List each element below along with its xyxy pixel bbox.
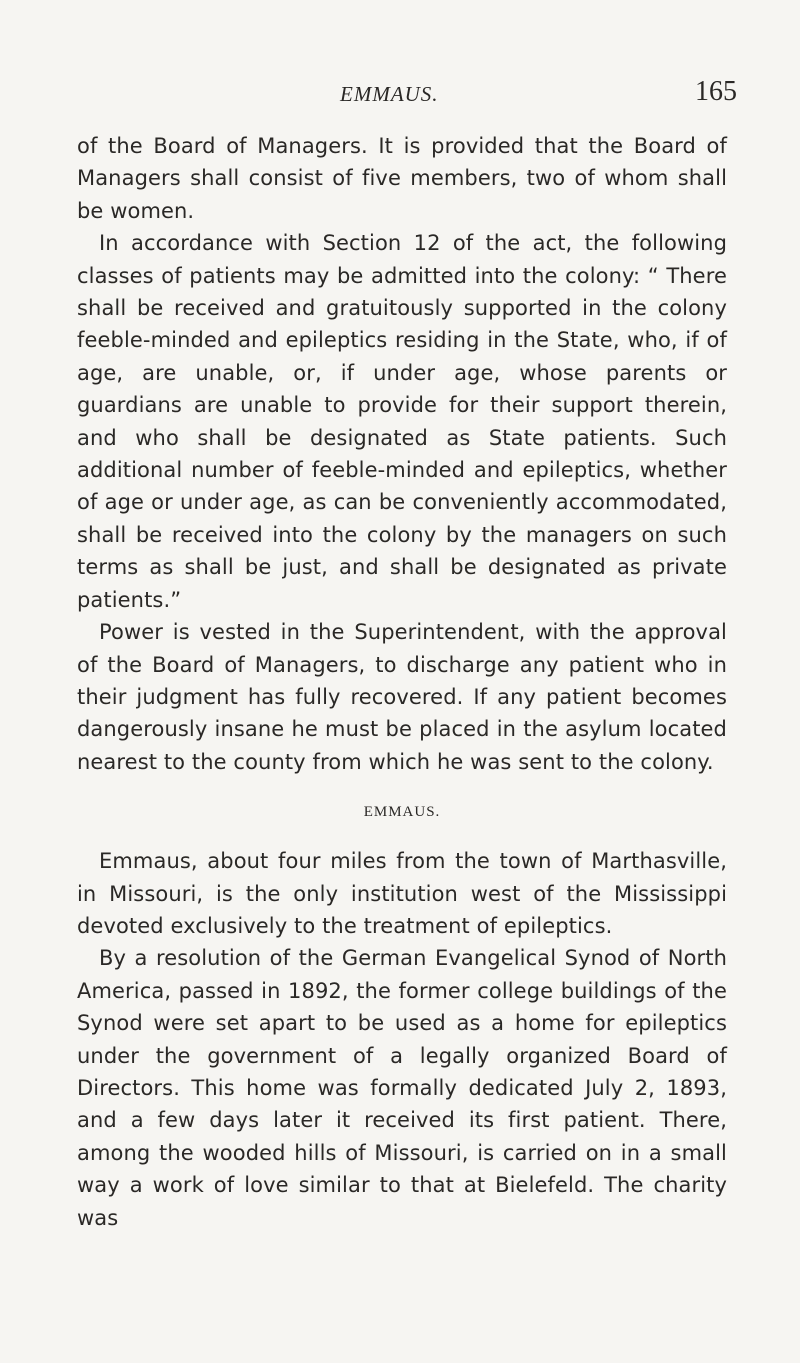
paragraph-board-continuation: of the Board of Managers. It is provided that the Board of Managers shall consist of five members, two of whom shall be women.: [77, 134, 727, 223]
page-number: 165: [695, 76, 737, 107]
running-head: [77, 76, 737, 118]
paragraph-admission-classes: In accordance with Section 12 of the act, the following classes of patients may be admitted into the colony: “ There shall be received and gratuitously supported in the colony feeble-minded and epileptics residing in the State, who, if of age, are unable, or, if under age, whose parents or guardians are unable to provide for their support therein, and who shall be designated as State patients. Such additional number of feeble-minded and epileptics, whether of age or under age, as can be conveniently accommodated, shall be received into the colony by the managers on such terms as shall be just, and shall be designated as private patients.”: [77, 231, 727, 612]
paragraph-emmaus-location: Emmaus, about four miles from the town of Marthasville, in Missouri, is the only institution west of the Mississippi devoted exclusively to the treatment of epileptics.: [77, 849, 727, 938]
section-heading-emmaus: EMMAUS.: [363, 804, 441, 821]
body-text: [77, 130, 727, 1234]
running-head-title: EMMAUS.: [340, 82, 439, 106]
paragraph-discharge-power: Power is vested in the Superintendent, with the approval of the Board of Managers, to discharge any patient who in their judgment has fully recovered. If any patient becomes dangerously insane he must be placed in the asylum located nearest to the county from which he was sent to the colony.: [77, 620, 727, 774]
paragraph-emmaus-history: By a resolution of the German Evangelical Synod of North America, passed in 1892, the former college buildings of the Synod were set apart to be used as a home for epileptics under the government of a legally organized Board of Directors. This home was formally dedicated July 2, 1893, and a few days later it received its first patient. There, among the wooded hills of Missouri, is carried on in a small way a work of love similar to that at Bielefeld. The charity was: [77, 946, 727, 1230]
